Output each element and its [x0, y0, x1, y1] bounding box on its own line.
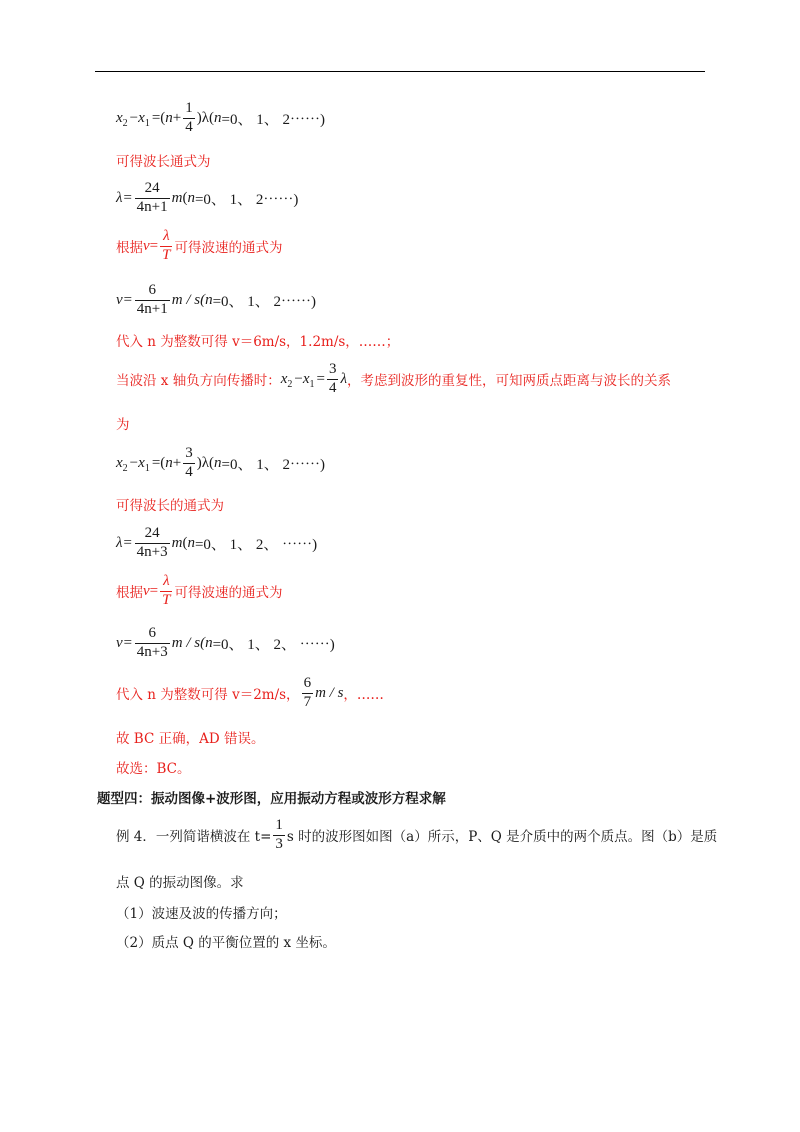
text-wei: 为 [116, 417, 130, 433]
fraction: $\frac{6}{4n+3}$ [136, 625, 168, 660]
text-answer: 故选：BC。 [116, 761, 191, 777]
text-speed-values-2: 代入 n 为整数可得 v＝2m/s， $\frac{6}{7}$ m / s ，…… [116, 675, 384, 710]
section-heading: 题型四：振动图像+波形图，应用振动方程或波形方程求解 [97, 791, 446, 807]
example-4-statement: 例 4．一列简谐横波在 t= $\frac{1}{3}$ s 时的波形图如图（a）所示，P、Q 是介质中的两个质点。图（b）是质 [116, 817, 718, 852]
fraction: $\frac{6}{4n+1}$ [136, 282, 168, 317]
fraction: $\frac{\lambda}{T}$ [162, 573, 171, 608]
equation-path-difference-1: x 2 − x 1 =( n + $\frac{1}{4}$ )λ( n =0、 1、 2⋯⋯) [116, 100, 325, 135]
fraction: $\frac{1}{4}$ [185, 100, 193, 135]
fraction: $\frac{\lambda}{T}$ [162, 228, 171, 263]
fraction: $\frac{6}{7}$ [303, 675, 312, 710]
header-rule [95, 71, 705, 72]
fraction: $\frac{24}{4n+3}$ [136, 525, 168, 560]
equation-speed-2: v= $\frac{6}{4n+3}$ m / s( n =0、 1、 2、 ⋯⋯) [116, 625, 335, 660]
example-4-continued: 点 Q 的振动图像。求 [116, 875, 244, 891]
text-wavelength-general: 可得波长通式为 [116, 154, 211, 170]
question-1: （1）波速及波的传播方向； [116, 906, 287, 922]
fraction: $\frac{3}{4}$ [185, 445, 193, 480]
fraction: $\frac{3}{4}$ [328, 361, 337, 396]
question-2: （2）质点 Q 的平衡位置的 x 坐标。 [116, 935, 336, 951]
equation-speed-1: v= $\frac{6}{4n+1}$ m / s( n =0、 1、 2⋯⋯) [116, 282, 317, 317]
fraction: $\frac{24}{4n+1}$ [136, 180, 168, 215]
equation-path-difference-2: x 2 − x 1 =( n + $\frac{3}{4}$ )λ( n =0、 1、 2⋯⋯) [116, 445, 325, 480]
equation-wavelength-2: λ= $\frac{24}{4n+3}$ m ( n =0、 1、 2、 ⋯⋯) [116, 525, 318, 560]
text-speed-values-1: 代入 n 为整数可得 v＝6m/s，1.2m/s，……； [116, 334, 400, 350]
text-negative-direction: 当波沿 x 轴负方向传播时： x 2 − x 1 = $\frac{3}{4}$ λ ，考虑到波形的重复性，可知两质点距离与波长的关系 [116, 361, 671, 396]
text-wavelength-general-2: 可得波长的通式为 [116, 498, 224, 514]
text-speed-relation-2: 根据 v = $\frac{\lambda}{T}$ 可得波速的通式为 [116, 573, 283, 608]
text-conclusion: 故 BC 正确，AD 错误。 [116, 731, 265, 747]
text-speed-relation-1: 根据 v = $\frac{\lambda}{T}$ 可得波速的通式为 [116, 228, 283, 263]
fraction: $\frac{1}{3}$ [275, 817, 283, 852]
equation-wavelength-1: λ= $\frac{24}{4n+1}$ m ( n =0、 1、 2⋯⋯) [116, 180, 299, 215]
